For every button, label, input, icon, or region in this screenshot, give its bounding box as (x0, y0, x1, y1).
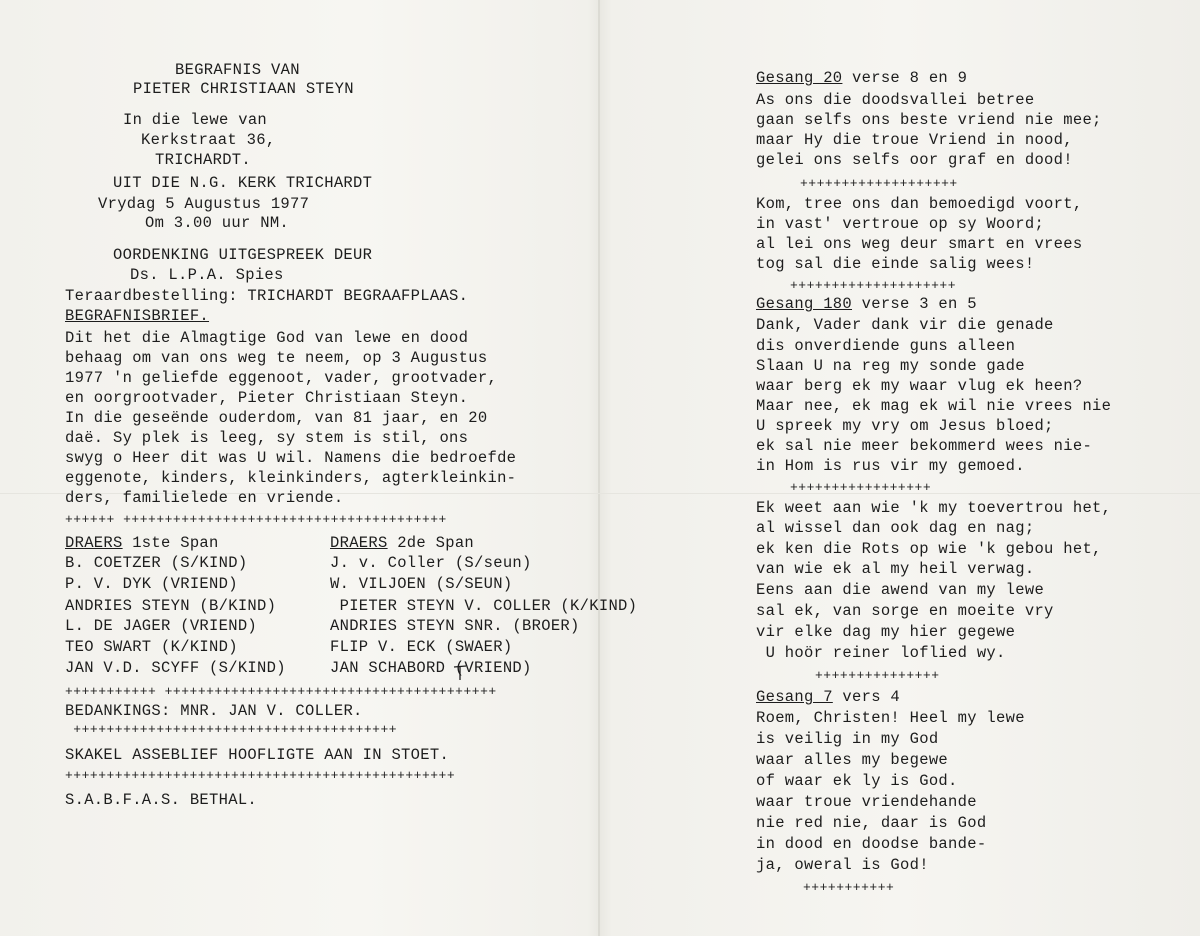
bearer-team-1: JAN V.D. SCYFF (S/KIND) (65, 659, 286, 677)
church-line: UIT DIE N.G. KERK TRICHARDT (113, 174, 373, 192)
title-line-1: BEGRAFNIS VAN (175, 61, 300, 79)
separator-rule: ++++++++++++++++++++ (790, 278, 957, 293)
hymn-line: Eens aan die awend van my lewe (756, 581, 1045, 599)
letter-line: Dit het die Almagtige God van lewe en dood (65, 329, 469, 347)
address-line-3: TRICHARDT. (155, 151, 252, 169)
title-line-2: PIETER CHRISTIAAN STEYN (133, 80, 354, 98)
hymn-line: al lei ons weg deur smart en vrees (756, 235, 1083, 253)
letter-line: 1977 'n geliefde eggenoot, vader, grootvader, (65, 369, 498, 387)
separator-rule: +++++++++++++++++ (790, 480, 932, 495)
hymn-3-label: Gesang 7 (756, 688, 833, 706)
bearer-team-2: FLIP V. ECK (SWAER) (330, 638, 513, 656)
separator-rule: +++++++++++++++++++++++++++++++++++++++++++++++ (65, 768, 456, 783)
hymn-line: Dank, Vader dank vir die genade (756, 316, 1054, 334)
bearer-team-1: TEO SWART (K/KIND) (65, 638, 238, 656)
hymn-2-heading (756, 294, 977, 314)
letter-line: swyg o Heer dit was U wil. Namens die bedroefde (65, 449, 517, 467)
center-fold (598, 0, 600, 936)
letter-line: ders, familielede en vriende. (65, 489, 344, 507)
hymn-line: gelei ons selfs oor graf en dood! (756, 151, 1073, 169)
bearer-team-2: JAN SCHABORD (VRIEND) (330, 659, 532, 677)
hymn-line: Roem, Christen! Heel my lewe (756, 709, 1025, 727)
hymn-1-suffix: verse 8 en 9 (842, 69, 968, 87)
hymn-line: ja, oweral is God! (756, 856, 929, 874)
hymn-line: in dood en doodse bande- (756, 835, 987, 853)
hymn-line: al wissel dan ook dag en nag; (756, 519, 1035, 537)
hymn-line: tog sal die einde salig wees! (756, 255, 1035, 273)
separator-rule: +++++++++++ ++++++++++++++++++++++++++++++++++++++++ (65, 684, 497, 699)
hymn-line: U spreek my vry om Jesus bloed; (756, 417, 1054, 435)
hymn-3-suffix: vers 4 (832, 688, 901, 706)
address-line-1: In die lewe van (123, 111, 268, 129)
hymn-line: ek ken die Rots op wie 'k gebou het, (756, 540, 1102, 558)
bearer-team-1: L. DE JAGER (VRIEND) (65, 617, 258, 635)
separator-rule: +++++++++++++++ (815, 668, 940, 683)
separator-rule: ++++++ +++++++++++++++++++++++++++++++++++++++ (65, 512, 447, 527)
hymn-line: waar berg ek my waar vlug ek heen? (756, 377, 1083, 395)
letter-line: eggenote, kinders, kleinkinders, agterkleinkin- (65, 469, 517, 487)
thanks-line: BEDANKINGS: MNR. JAN V. COLLER. (65, 702, 363, 720)
letter-heading: BEGRAFNISBRIEF. (65, 307, 210, 325)
minister-line: Ds. L.P.A. Spies (130, 266, 284, 284)
bearer-team-1: ANDRIES STEYN (B/KIND) (65, 597, 277, 615)
letter-line: daë. Sy plek is leeg, sy stem is stil, ons (65, 429, 469, 447)
hymn-line: sal ek, van sorge en moeite vry (756, 602, 1054, 620)
sermon-label: OORDENKING UITGESPREEK DEUR (113, 246, 373, 264)
hymn-1-label: Gesang 20 (756, 69, 843, 87)
hymn-line: is veilig in my God (756, 730, 939, 748)
hymn-line: nie red nie, daar is God (756, 814, 987, 832)
address-line-2: Kerkstraat 36, (141, 131, 276, 149)
date-line: Vrydag 5 Augustus 1977 (98, 195, 310, 213)
bearer-team-2: W. VILJOEN (S/SEUN) (330, 575, 513, 593)
letter-line: behaag om van ons weg te neem, op 3 Augustus (65, 349, 488, 367)
bearer-team-1: P. V. DYK (VRIEND) (65, 575, 238, 593)
hymn-line: As ons die doodsvallei betree (756, 91, 1035, 109)
hymn-line: Ek weet aan wie 'k my toevertrou het, (756, 499, 1112, 517)
bearers-2-label: DRAERS (330, 534, 388, 552)
separator-rule: +++++++++++++++++++ (800, 176, 958, 191)
hymn-line: U hoör reiner loflied wy. (756, 644, 1006, 662)
hymn-line: Maar nee, ek mag ek wil nie vrees nie (756, 397, 1112, 415)
hymn-line: Slaan U na reg my sonde gade (756, 357, 1025, 375)
hymn-line: waar troue vriendehande (756, 793, 977, 811)
hymn-1-heading (756, 68, 967, 88)
hymn-2-suffix: verse 3 en 5 (852, 295, 977, 313)
bearer-team-2: J. v. Coller (S/seun) (330, 554, 532, 572)
hymn-line: maar Hy die troue Vriend in nood, (756, 131, 1073, 149)
hymn-line: dis onverdiende guns alleen (756, 337, 1016, 355)
separator-rule: +++++++++++++++++++++++++++++++++++++++ (65, 722, 398, 737)
bearers-1-label: DRAERS (65, 534, 123, 552)
headlights-line: SKAKEL ASSEBLIEF HOOFLIGTE AAN IN STOET. (65, 746, 450, 764)
bearers-1-suffix: 1ste Span (122, 534, 219, 552)
bearers-2-suffix: 2de Span (387, 534, 475, 552)
hymn-line: waar alles my begewe (756, 751, 949, 769)
hymn-line: in vast' vertroue op sy Woord; (756, 215, 1045, 233)
hymn-line: ek sal nie meer bekommerd wees nie- (756, 437, 1093, 455)
bearers-2-heading (330, 533, 474, 553)
hymn-line: in Hom is rus vir my gemoed. (756, 457, 1025, 475)
hymn-line: van wie ek al my heil verwag. (756, 560, 1035, 578)
bearer-team-2: ANDRIES STEYN SNR. (BROER) (330, 617, 580, 635)
handwritten-correction-mark (452, 664, 468, 682)
bearer-team-1: B. COETZER (S/KIND) (65, 554, 248, 572)
hymn-line: Kom, tree ons dan bemoedigd voort, (756, 195, 1083, 213)
hymn-line: vir elke dag my hier gegewe (756, 623, 1016, 641)
hymn-line: gaan selfs ons beste vriend nie mee; (756, 111, 1102, 129)
bearer-team-2: PIETER STEYN V. COLLER (K/KIND) (330, 597, 638, 615)
bearers-1-heading (65, 533, 219, 553)
burial-line: Teraardbestelling: TRICHARDT BEGRAAFPLAAS. (65, 287, 469, 305)
separator-rule: +++++++++++ (803, 880, 895, 895)
hymn-line: of waar ek ly is God. (756, 772, 958, 790)
hymn-3-heading (756, 687, 900, 707)
hymn-2-label: Gesang 180 (756, 295, 853, 313)
letter-line: en oorgrootvader, Pieter Christiaan Steyn. (65, 389, 469, 407)
undertaker-line: S.A.B.F.A.S. BETHAL. (65, 791, 258, 809)
time-line: Om 3.00 uur NM. (145, 214, 290, 232)
letter-line: In die geseënde ouderdom, van 81 jaar, en 20 (65, 409, 488, 427)
